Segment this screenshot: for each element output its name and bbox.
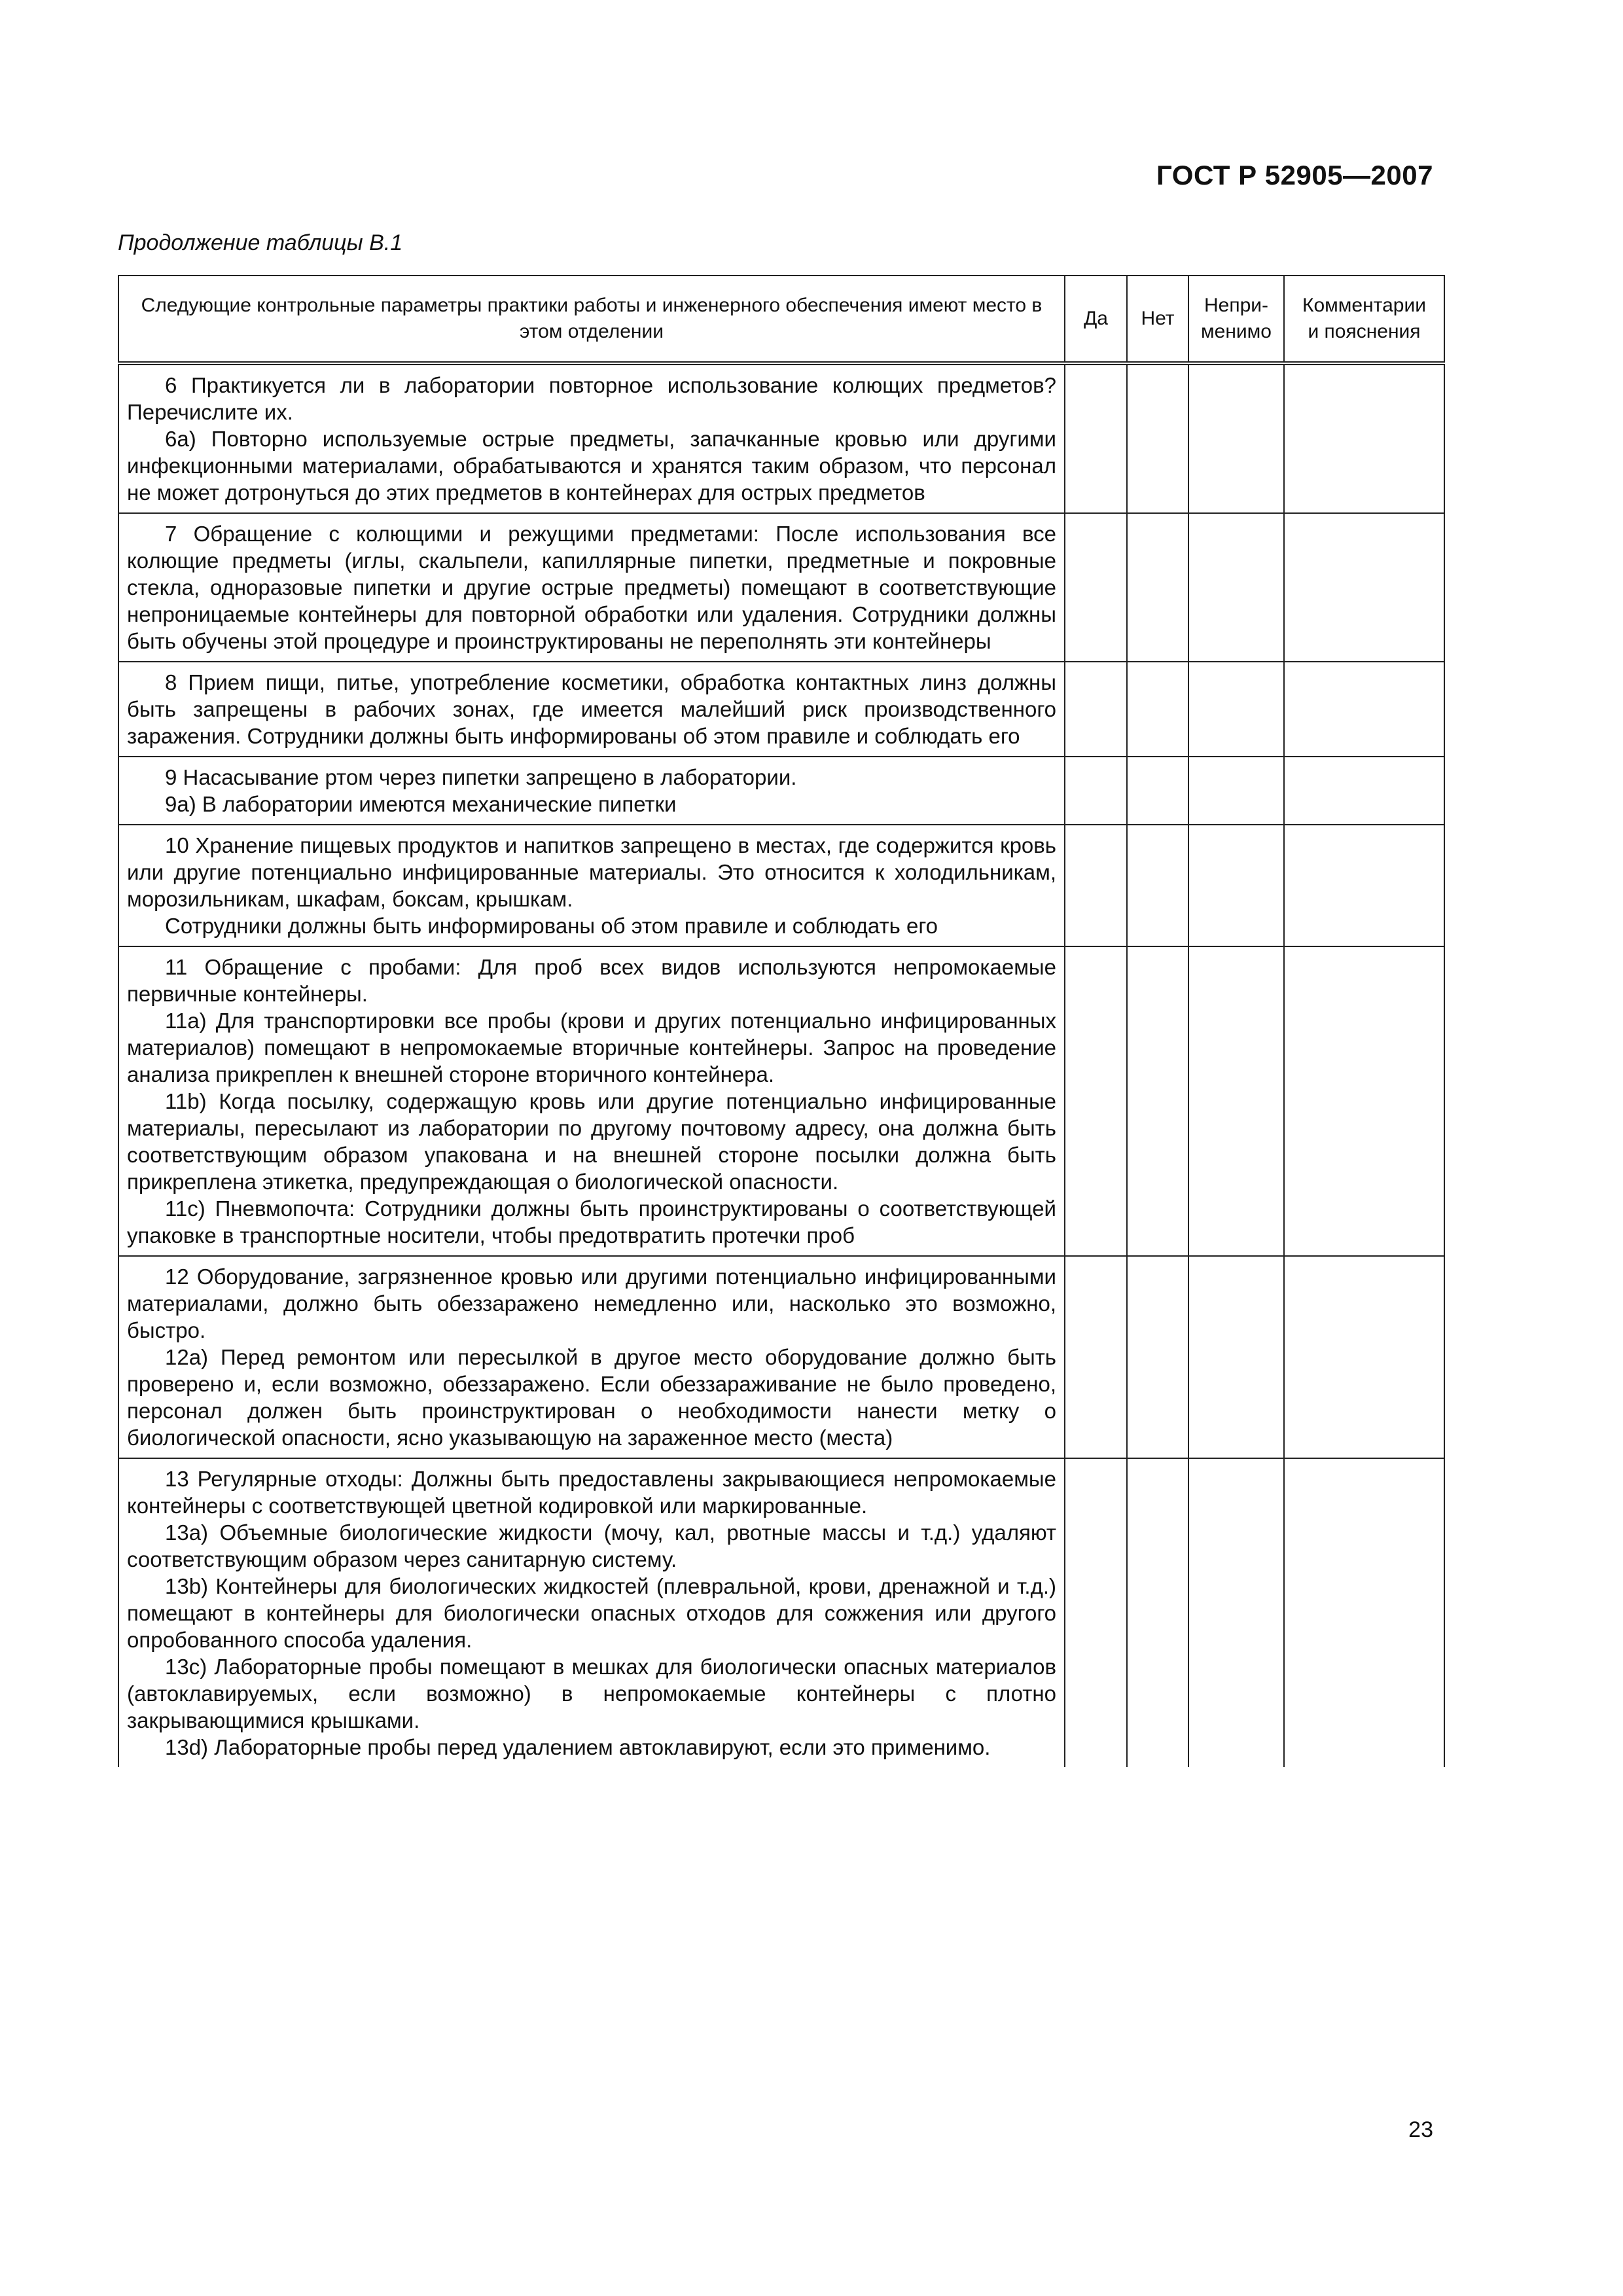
answer-no-cell[interactable] xyxy=(1127,757,1188,825)
header-yes: Да xyxy=(1065,276,1127,363)
answer-not-applicable-cell[interactable] xyxy=(1188,825,1284,946)
parameter-paragraph: 7 Обращение с колющими и режущими предметами: После использования все колющие предметы (иглы, скальпели, капиллярные пипетки, предметные и покровные стекла, одноразовые пипетки и другие острые предметы) помещают в соответствующие непроницаемые контейнеры для повторной обработки или удаления. Сотрудники должны быть обучены этой процедуре и проинструктированы не переполнять эти контейнеры xyxy=(127,522,1056,653)
parameter-text-cell xyxy=(118,363,1065,513)
parameter-paragraph: 11а) Для транспортировки все пробы (крови и других потенциально инфицированных материалов) помещают в непромокаемые вторичные контейнеры. Запрос на проведение анализа прикреплен к внешней стороне вторичного контейнера. xyxy=(127,1009,1056,1086)
parameter-paragraph: 11 Обращение с пробами: Для проб всех видов используются непромокаемые первичные контейнеры. xyxy=(127,955,1056,1006)
answer-not-applicable-cell[interactable] xyxy=(1188,1458,1284,1767)
answer-yes-cell[interactable] xyxy=(1065,946,1127,1256)
parameter-paragraph: 11b) Когда посылку, содержащую кровь или другие потенциально инфицированные материалы, пересылают из лаборатории по другому почтовому адресу, она должна быть соответствующим образом упакована и на внешней стороне посылки должна быть прикреплена этикетка, предупреждающая о биологической опасности. xyxy=(127,1089,1056,1194)
answer-no-cell[interactable] xyxy=(1127,363,1188,513)
comments-cell[interactable] xyxy=(1284,825,1444,946)
answer-no-cell[interactable] xyxy=(1127,662,1188,757)
parameter-text-cell xyxy=(118,1458,1065,1767)
table-row xyxy=(118,1458,1444,1767)
parameter-paragraph: 6а) Повторно используемые острые предметы, запачканные кровью или другими инфекционными материалами, обрабатываются и хранятся таким образом, что персонал не может дотронуться до этих предметов в контейнерах для острых предметов xyxy=(127,427,1056,505)
parameter-text-cell xyxy=(118,946,1065,1256)
page-number: 23 xyxy=(1408,2117,1433,2142)
header-parameters: Следующие контрольные параметры практики работы и инженерного обеспечения имеют место в этом отделении xyxy=(118,276,1065,363)
answer-no-cell[interactable] xyxy=(1127,1256,1188,1458)
checklist-table xyxy=(118,275,1445,1767)
parameter-paragraph: 13b) Контейнеры для биологических жидкостей (плевральной, крови, дренажной и т.д.) помещают в контейнеры для биологически опасных отходов для сожжения или другого опробованного способа удаления. xyxy=(127,1574,1056,1652)
table-row xyxy=(118,757,1444,825)
table-row xyxy=(118,363,1444,513)
table-row xyxy=(118,1256,1444,1458)
parameter-paragraph: 10 Хранение пищевых продуктов и напитков запрещено в местах, где содержится кровь или другие потенциально инфицированные материалы. Это относится к холодильникам, морозильникам, шкафам, боксам, крышкам. xyxy=(127,833,1056,911)
table-row xyxy=(118,946,1444,1256)
table-row xyxy=(118,662,1444,757)
comments-cell[interactable] xyxy=(1284,757,1444,825)
parameter-text-cell xyxy=(118,1256,1065,1458)
parameter-paragraph: 13а) Объемные биологические жидкости (мочу, кал, рвотные массы и т.д.) удаляют соответствующим образом через санитарную систему. xyxy=(127,1520,1056,1571)
parameter-paragraph: 12 Оборудование, загрязненное кровью или другими потенциально инфицированными материалами, должно быть обеззаражено немедленно или, насколько это возможно, быстро. xyxy=(127,1265,1056,1342)
checklist-table-container xyxy=(118,275,1444,1767)
parameter-paragraph: 12а) Перед ремонтом или пересылкой в другое место оборудование должно быть проверено и, если возможно, обеззаражено. Если обеззараживание не было проведено, персонал должен быть проинструктирован о необходимости нанести метку о биологической опасности, ясно указывающую на зараженное место (места) xyxy=(127,1345,1056,1450)
parameter-paragraph: 13с) Лабораторные пробы помещают в мешках для биологически опасных материалов (автоклавируемых, если возможно) в непромокаемые контейнеры с плотно закрывающимися крышками. xyxy=(127,1655,1056,1732)
parameter-paragraph: 11с) Пневмопочта: Сотрудники должны быть проинструктированы о соответствующей упаковке в транспортные носители, чтобы предотвратить протечки проб xyxy=(127,1196,1056,1247)
parameter-paragraph: 13 Регулярные отходы: Должны быть предоставлены закрывающиеся непромокаемые контейнеры с соответствующей цветной кодировкой или маркированные. xyxy=(127,1467,1056,1518)
answer-not-applicable-cell[interactable] xyxy=(1188,363,1284,513)
answer-yes-cell[interactable] xyxy=(1065,757,1127,825)
parameter-paragraph: 13d) Лабораторные пробы перед удалением автоклавируют, если это применимо. xyxy=(165,1735,991,1759)
answer-yes-cell[interactable] xyxy=(1065,1458,1127,1767)
header-not-applicable: Непри- менимо xyxy=(1188,276,1284,363)
answer-not-applicable-cell[interactable] xyxy=(1188,662,1284,757)
table-header-row xyxy=(118,276,1444,363)
comments-cell[interactable] xyxy=(1284,1256,1444,1458)
comments-cell[interactable] xyxy=(1284,662,1444,757)
comments-cell[interactable] xyxy=(1284,1458,1444,1767)
table-row xyxy=(118,513,1444,662)
answer-not-applicable-cell[interactable] xyxy=(1188,757,1284,825)
answer-yes-cell[interactable] xyxy=(1065,513,1127,662)
answer-yes-cell[interactable] xyxy=(1065,662,1127,757)
answer-no-cell[interactable] xyxy=(1127,1458,1188,1767)
comments-cell[interactable] xyxy=(1284,363,1444,513)
parameter-paragraph: 6 Практикуется ли в лаборатории повторное использование колющих предметов? Перечислите их. xyxy=(127,373,1056,424)
parameter-text-cell xyxy=(118,513,1065,662)
parameter-paragraph: 8 Прием пищи, питье, употребление косметики, обработка контактных линз должны быть запрещены в рабочих зонах, где имеется малейший риск производственного заражения. Сотрудники должны быть информированы об этом правиле и соблюдать его xyxy=(127,670,1056,748)
parameter-text-cell xyxy=(118,825,1065,946)
answer-no-cell[interactable] xyxy=(1127,825,1188,946)
answer-no-cell[interactable] xyxy=(1127,513,1188,662)
comments-cell[interactable] xyxy=(1284,513,1444,662)
answer-not-applicable-cell[interactable] xyxy=(1188,946,1284,1256)
table-caption: Продолжение таблицы В.1 xyxy=(118,230,403,255)
answer-yes-cell[interactable] xyxy=(1065,363,1127,513)
table-row xyxy=(118,825,1444,946)
parameter-paragraph: 9а) В лаборатории имеются механические пипетки xyxy=(165,792,677,816)
answer-yes-cell[interactable] xyxy=(1065,1256,1127,1458)
parameter-paragraph: Сотрудники должны быть информированы об этом правиле и соблюдать его xyxy=(165,914,938,938)
parameter-text-cell xyxy=(118,662,1065,757)
parameter-text-cell xyxy=(118,757,1065,825)
answer-no-cell[interactable] xyxy=(1127,946,1188,1256)
comments-cell[interactable] xyxy=(1284,946,1444,1256)
document-code: ГОСТ Р 52905—2007 xyxy=(1156,160,1433,190)
header-comments: Комментарии и пояснения xyxy=(1284,276,1444,363)
parameter-paragraph: 9 Насасывание ртом через пипетки запрещено в лаборатории. xyxy=(165,765,797,789)
answer-yes-cell[interactable] xyxy=(1065,825,1127,946)
header-no: Нет xyxy=(1127,276,1188,363)
answer-not-applicable-cell[interactable] xyxy=(1188,1256,1284,1458)
answer-not-applicable-cell[interactable] xyxy=(1188,513,1284,662)
